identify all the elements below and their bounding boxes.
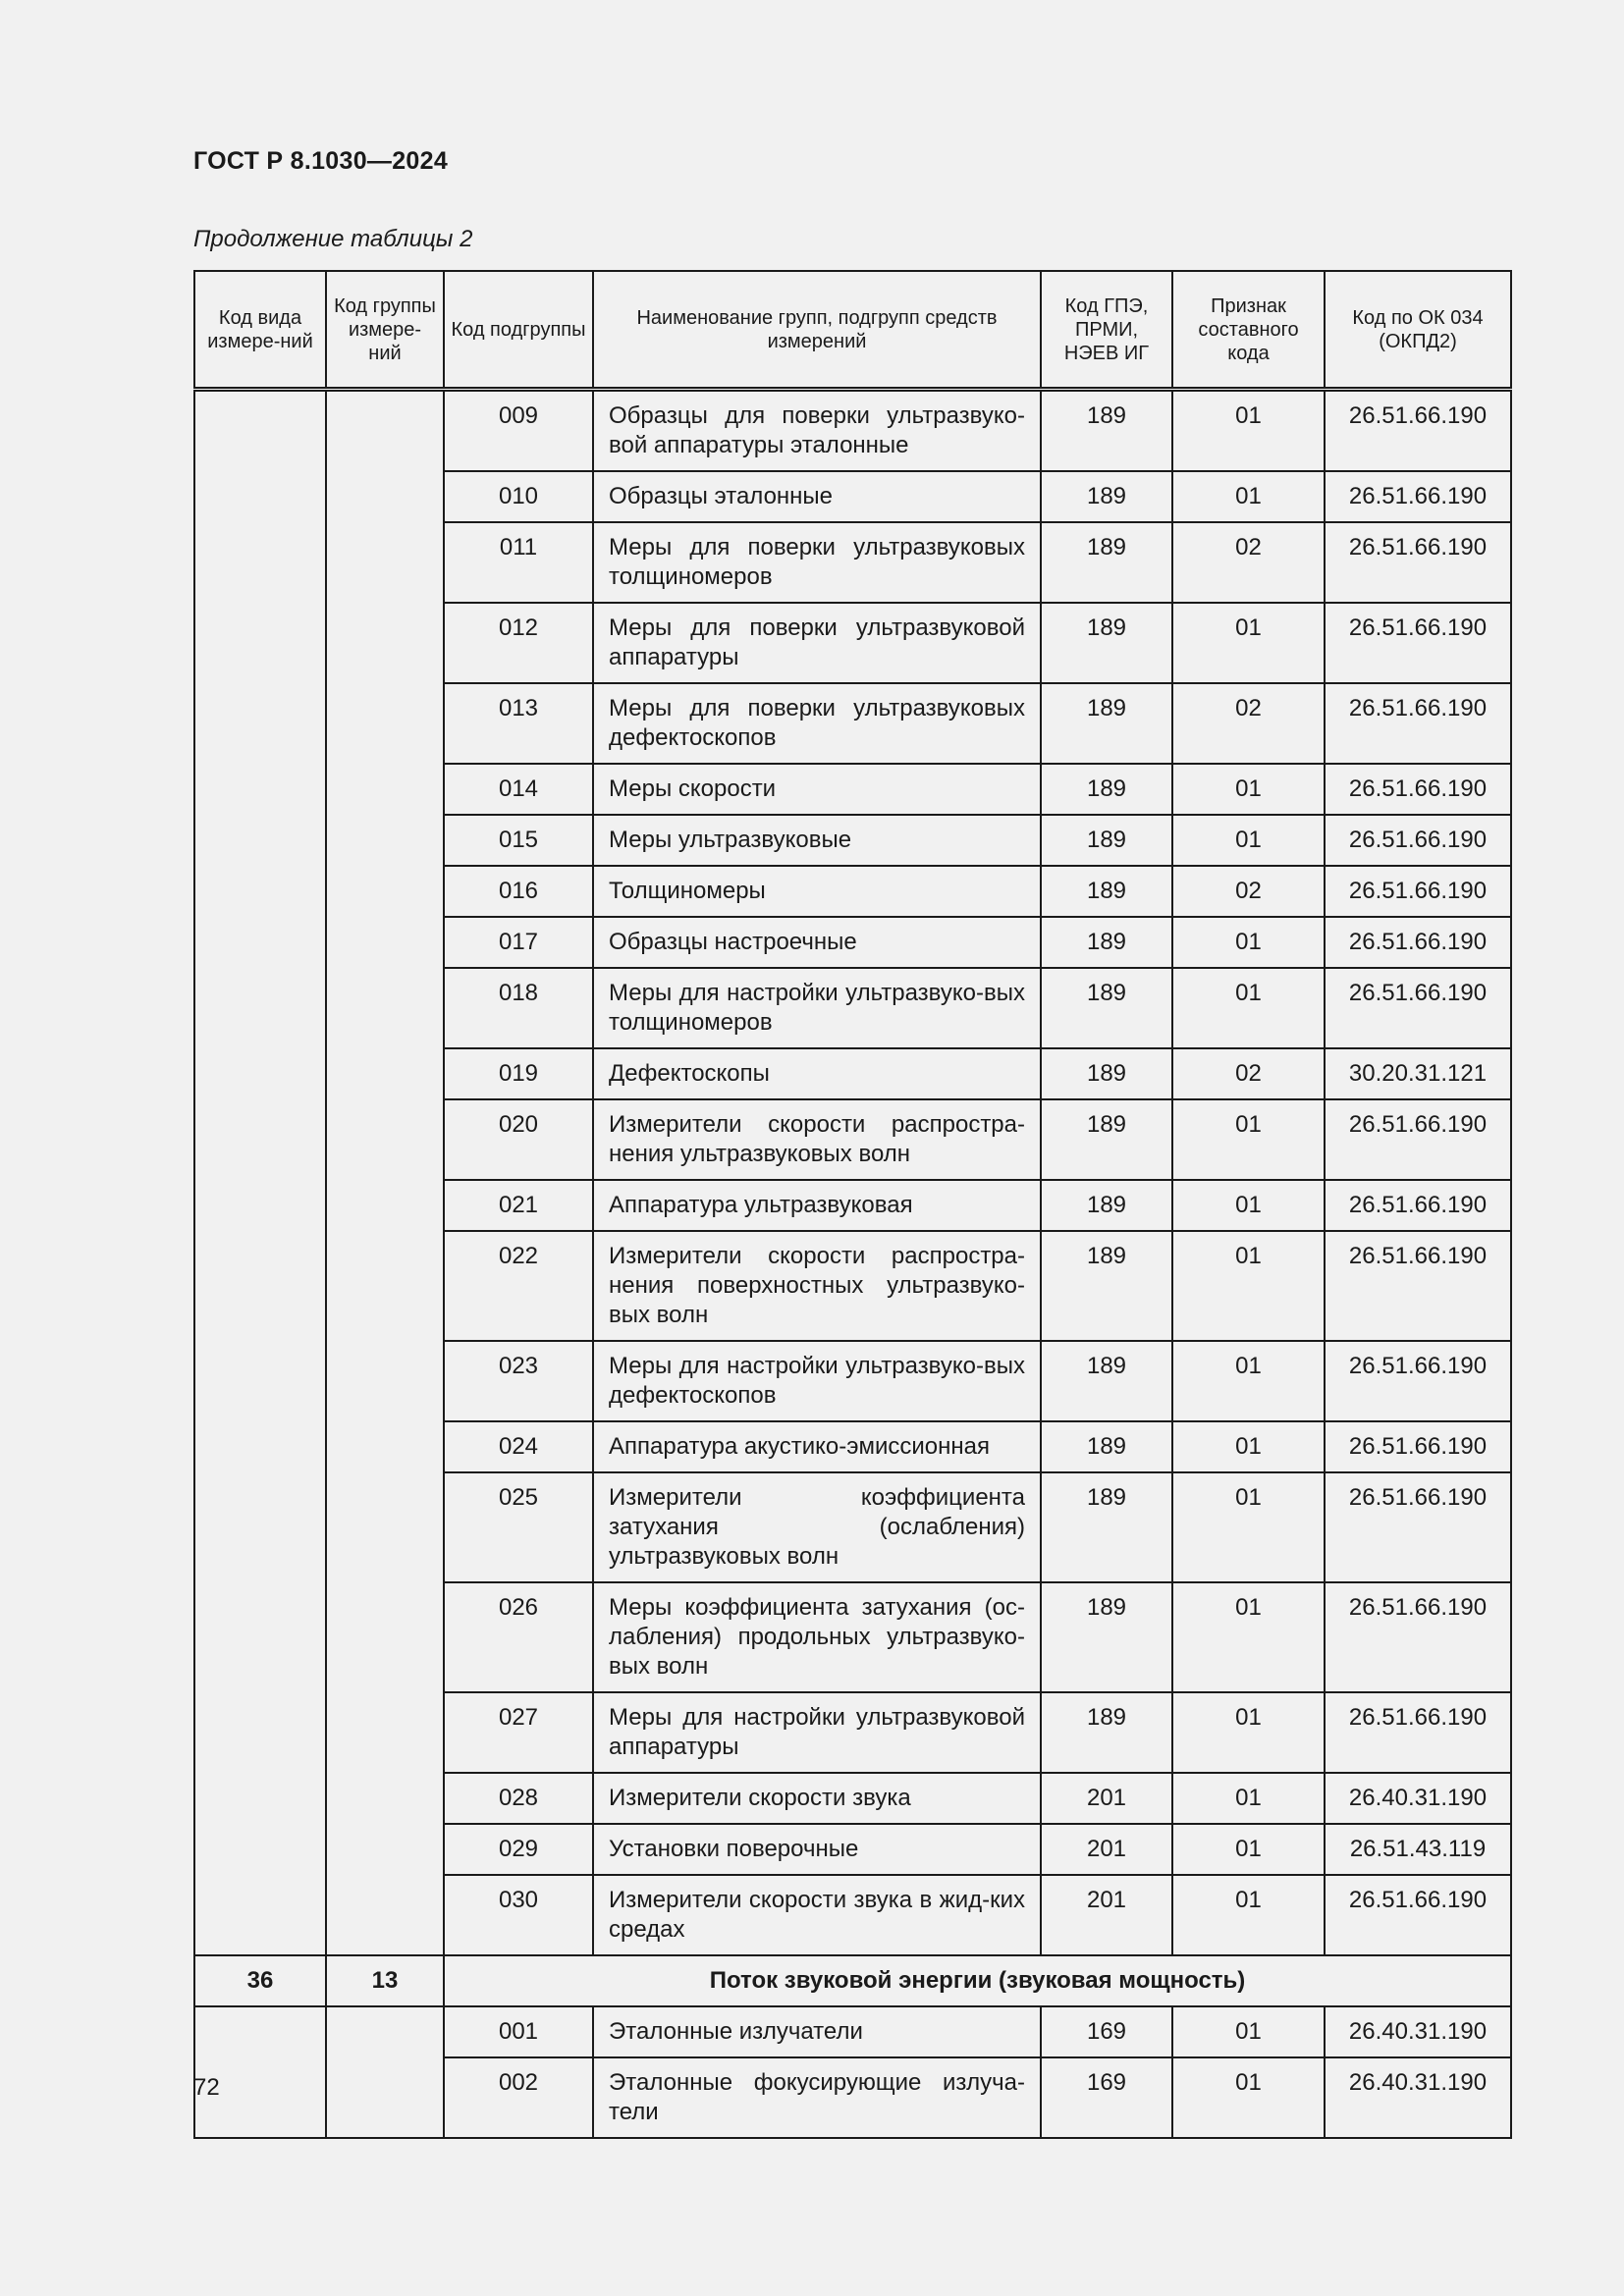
okpd2-code-cell: 26.51.43.119 [1325,1824,1511,1875]
gpe-code-cell: 189 [1041,764,1172,815]
gpe-code-cell: 189 [1041,1472,1172,1582]
group-name-cell: Аппаратура акустико-эмиссионная [593,1421,1041,1472]
composite-flag-cell: 02 [1172,866,1325,917]
group-name-cell: Установки поверочные [593,1824,1041,1875]
composite-flag-cell: 01 [1172,1180,1325,1231]
gpe-code-cell: 189 [1041,1180,1172,1231]
gpe-code-cell: 189 [1041,1341,1172,1421]
subgroup-code-cell: 029 [444,1824,593,1875]
gpe-code-cell: 189 [1041,1421,1172,1472]
composite-flag-cell: 01 [1172,1824,1325,1875]
gpe-code-cell: 189 [1041,603,1172,683]
composite-flag-cell: 01 [1172,390,1325,472]
group-name-cell: Меры ультразвуковые [593,815,1041,866]
composite-flag-cell: 02 [1172,683,1325,764]
okpd2-code-cell: 26.51.66.190 [1325,866,1511,917]
okpd2-code-cell: 26.51.66.190 [1325,1875,1511,1955]
okpd2-code-cell: 26.51.66.190 [1325,815,1511,866]
composite-flag-cell: 01 [1172,815,1325,866]
group-name-cell: Измерители коэффициента затухания (ослабления) ультразвуковых волн [593,1472,1041,1582]
subgroup-code-cell: 022 [444,1231,593,1341]
measurement-groups-table [193,270,1512,2139]
gpe-code-cell: 189 [1041,1582,1172,1692]
okpd2-code-cell: 26.51.66.190 [1325,1231,1511,1341]
subgroup-code-cell: 019 [444,1048,593,1099]
subgroup-code-cell: 009 [444,390,593,472]
column-header-okpd2-code: Код по ОК 034 (ОКПД2) [1325,271,1511,390]
okpd2-code-cell: 26.51.66.190 [1325,1341,1511,1421]
subgroup-code-cell: 028 [444,1773,593,1824]
okpd2-code-cell: 26.51.66.190 [1325,683,1511,764]
okpd2-code-cell: 26.51.66.190 [1325,1099,1511,1180]
group-code-cell-empty [326,2006,444,2138]
composite-flag-cell: 02 [1172,522,1325,603]
group-name-cell: Меры для поверки ультразвуковых толщиномеров [593,522,1041,603]
composite-flag-cell: 01 [1172,968,1325,1048]
gpe-code-cell: 201 [1041,1875,1172,1955]
group-name-cell: Толщиномеры [593,866,1041,917]
group-name-cell: Меры для настройки ультразвуковой аппаратуры [593,1692,1041,1773]
okpd2-code-cell: 26.51.66.190 [1325,471,1511,522]
composite-flag-cell: 01 [1172,1875,1325,1955]
composite-flag-cell: 01 [1172,1773,1325,1824]
okpd2-code-cell: 26.51.66.190 [1325,1692,1511,1773]
gpe-code-cell: 201 [1041,1824,1172,1875]
table-row [194,2006,1511,2057]
okpd2-code-cell: 26.51.66.190 [1325,968,1511,1048]
group-name-cell: Эталонные фокусирующие излуча-тели [593,2057,1041,2138]
composite-flag-cell: 01 [1172,764,1325,815]
subgroup-code-cell: 027 [444,1692,593,1773]
group-name-cell: Измерители скорости распростра-нения ультразвуковых волн [593,1099,1041,1180]
gpe-code-cell: 189 [1041,917,1172,968]
gpe-code-cell: 189 [1041,866,1172,917]
section-kind-code: 36 [194,1955,326,2006]
okpd2-code-cell: 26.40.31.190 [1325,2006,1511,2057]
okpd2-code-cell: 26.51.66.190 [1325,1472,1511,1582]
column-header-group-code: Код группы измере-ний [326,271,444,390]
gpe-code-cell: 189 [1041,390,1172,472]
group-name-cell: Измерители скорости звука в жид-ких средах [593,1875,1041,1955]
subgroup-code-cell: 024 [444,1421,593,1472]
subgroup-code-cell: 020 [444,1099,593,1180]
group-name-cell: Меры коэффициента затухания (ос-лабления) продольных ультразвуко-вых волн [593,1582,1041,1692]
gpe-code-cell: 189 [1041,1048,1172,1099]
composite-flag-cell: 01 [1172,1421,1325,1472]
gpe-code-cell: 169 [1041,2057,1172,2138]
subgroup-code-cell: 012 [444,603,593,683]
composite-flag-cell: 01 [1172,917,1325,968]
group-name-cell: Образцы для поверки ультразвуко-вой аппаратуры эталонные [593,390,1041,472]
column-header-gpe-code: Код ГПЭ, ПРМИ, НЭЕВ ИГ [1041,271,1172,390]
composite-flag-cell: 01 [1172,1231,1325,1341]
group-name-cell: Дефектоскопы [593,1048,1041,1099]
gpe-code-cell: 189 [1041,522,1172,603]
composite-flag-cell: 01 [1172,2057,1325,2138]
okpd2-code-cell: 26.51.66.190 [1325,764,1511,815]
subgroup-code-cell: 030 [444,1875,593,1955]
okpd2-code-cell: 26.40.31.190 [1325,2057,1511,2138]
composite-flag-cell: 01 [1172,1472,1325,1582]
composite-flag-cell: 01 [1172,2006,1325,2057]
subgroup-code-cell: 014 [444,764,593,815]
gpe-code-cell: 189 [1041,683,1172,764]
okpd2-code-cell: 26.51.66.190 [1325,390,1511,472]
subgroup-code-cell: 010 [444,471,593,522]
gpe-code-cell: 189 [1041,815,1172,866]
section-row [194,1955,1511,2006]
subgroup-code-cell: 025 [444,1472,593,1582]
composite-flag-cell: 01 [1172,1341,1325,1421]
subgroup-code-cell: 018 [444,968,593,1048]
column-header-composite-flag: Признак составного кода [1172,271,1325,390]
group-name-cell: Меры скорости [593,764,1041,815]
gpe-code-cell: 189 [1041,1099,1172,1180]
column-header-kind-code: Код вида измере-ний [194,271,326,390]
okpd2-code-cell: 26.51.66.190 [1325,1582,1511,1692]
subgroup-code-cell: 015 [444,815,593,866]
gpe-code-cell: 201 [1041,1773,1172,1824]
composite-flag-cell: 02 [1172,1048,1325,1099]
document-title: ГОСТ Р 8.1030—2024 [193,147,449,175]
subgroup-code-cell: 002 [444,2057,593,2138]
section-title: Поток звуковой энергии (звуковая мощность) [444,1955,1511,2006]
gpe-code-cell: 169 [1041,2006,1172,2057]
subgroup-code-cell: 001 [444,2006,593,2057]
table-caption: Продолжение таблицы 2 [193,226,473,252]
composite-flag-cell: 01 [1172,1582,1325,1692]
column-header-name: Наименование групп, подгрупп средств измерений [593,271,1041,390]
table-row [194,390,1511,472]
subgroup-code-cell: 021 [444,1180,593,1231]
subgroup-code-cell: 011 [444,522,593,603]
group-name-cell: Меры для поверки ультразвуковой аппаратуры [593,603,1041,683]
group-name-cell: Измерители скорости распростра-нения поверхностных ультразвуко-вых волн [593,1231,1041,1341]
gpe-code-cell: 189 [1041,1231,1172,1341]
composite-flag-cell: 01 [1172,1692,1325,1773]
subgroup-code-cell: 026 [444,1582,593,1692]
group-code-cell-empty [326,390,444,1956]
gpe-code-cell: 189 [1041,1692,1172,1773]
okpd2-code-cell: 26.51.66.190 [1325,1180,1511,1231]
composite-flag-cell: 01 [1172,1099,1325,1180]
column-header-subgroup-code: Код подгруппы [444,271,593,390]
kind-code-cell-empty [194,2006,326,2138]
group-name-cell: Аппаратура ультразвуковая [593,1180,1041,1231]
composite-flag-cell: 01 [1172,471,1325,522]
okpd2-code-cell: 26.40.31.190 [1325,1773,1511,1824]
okpd2-code-cell: 26.51.66.190 [1325,917,1511,968]
subgroup-code-cell: 023 [444,1341,593,1421]
group-name-cell: Образцы настроечные [593,917,1041,968]
section-group-code: 13 [326,1955,444,2006]
group-name-cell: Образцы эталонные [593,471,1041,522]
group-name-cell: Измерители скорости звука [593,1773,1041,1824]
kind-code-cell-empty [194,390,326,1956]
okpd2-code-cell: 26.51.66.190 [1325,603,1511,683]
gpe-code-cell: 189 [1041,471,1172,522]
group-name-cell: Эталонные излучатели [593,2006,1041,2057]
group-name-cell: Меры для настройки ультразвуко-вых дефектоскопов [593,1341,1041,1421]
gpe-code-cell: 189 [1041,968,1172,1048]
group-name-cell: Меры для поверки ультразвуковых дефектоскопов [593,683,1041,764]
okpd2-code-cell: 26.51.66.190 [1325,522,1511,603]
group-name-cell: Меры для настройки ультразвуко-вых толщиномеров [593,968,1041,1048]
table-header-row [194,271,1511,390]
composite-flag-cell: 01 [1172,603,1325,683]
subgroup-code-cell: 017 [444,917,593,968]
okpd2-code-cell: 30.20.31.121 [1325,1048,1511,1099]
okpd2-code-cell: 26.51.66.190 [1325,1421,1511,1472]
subgroup-code-cell: 013 [444,683,593,764]
page-number: 72 [193,2074,220,2101]
subgroup-code-cell: 016 [444,866,593,917]
